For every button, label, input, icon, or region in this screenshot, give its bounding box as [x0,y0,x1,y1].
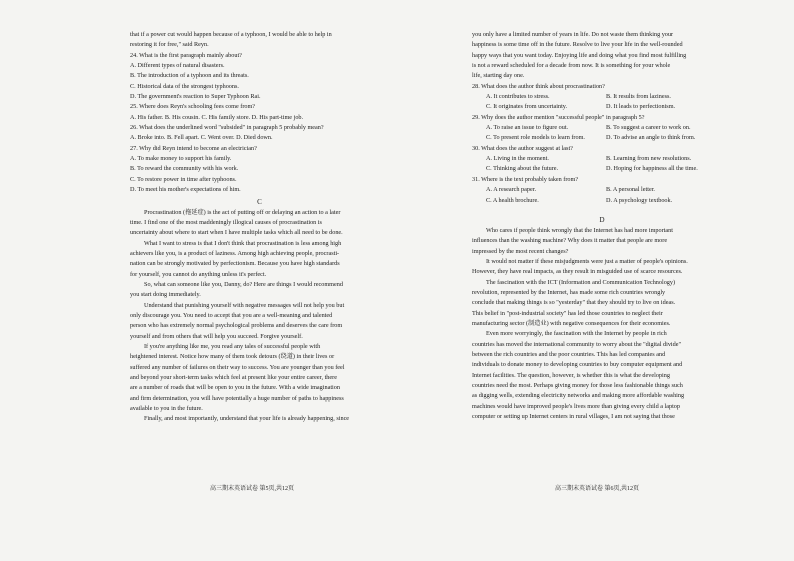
passage-line: Procrastination (拖延症) is the act of putting off or delaying an action to a later [144,208,341,216]
section-heading-c: C [257,197,262,206]
question-30: 30. What does the author suggest at last? [472,144,573,152]
option-line: A. To make money to support his family. [130,155,232,163]
passage-line: computer or setting up Internet centers in rural villages, I am not saying that those [472,413,675,421]
option-line: B. The introduction of a typhoon and its threats. [130,72,249,80]
option-line: A. Different types of natural disasters. [130,62,225,70]
option-d: D. It leads to perfectionism. [606,103,676,111]
passage-line: heightened interest. Notice how many of them took detours (绕道) in their lives or [130,353,335,361]
text-line: restoring it for free," said Reyn. [130,41,209,49]
question-26: 26. What does the underlined word "subsided" in paragraph 5 probably mean? [130,124,324,132]
passage-line: and firm determination, you will have potentially a huge number of paths to happiness [130,394,344,402]
page-footer-left: 高三期末英语试卷 第5页,共12页 [210,486,295,492]
text-line: is not a reward scheduled for a decade from now. It is something for your whole [472,62,671,70]
passage-line: What I want to stress is that I don't think that procrastination is less among high [144,239,342,247]
passage-line: between the rich countries and the poor countries. This has led companies and [472,350,666,358]
option-a: A. To raise an issue to figure out. [486,124,569,132]
passage-line: It would not matter if these misjudgments were just a matter of people's opinions. [486,257,688,265]
option-d: D. Hoping for happiness all the time. [606,165,698,173]
option-row [472,185,732,195]
question-28: 28. What does the author think about procrastination? [472,82,605,90]
option-a: A. A research paper. [486,186,536,194]
right-page [397,0,794,561]
passage-line: yourself and from others that will help you succeed. Forgive yourself. [130,332,303,340]
option-a: A. Living in the moment. [486,155,549,163]
option-line: D. To meet his mother's expectations of him. [130,186,241,194]
passage-line: nation can be strongly motivated by perfectionism. Because you have high standards [130,260,340,268]
option-row [472,133,732,143]
option-c: C. A health brochure. [486,196,539,204]
passage-line: Even more worryingly, the fascination with the Internet by people in rich [486,330,667,338]
option-line: B. To reward the community with his work. [130,165,239,173]
page-footer-right: 高三期末英语试卷 第6页,共12页 [555,486,640,492]
passage-line: available to you in the future. [130,405,203,413]
passage-line: The fascination with the ICT (Information and Communication Technology) [486,278,676,286]
passage-line: achievers like you, is a product of laziness. Among high achieving people, procrasti- [130,249,340,257]
option-b: B. To suggest a career to work on. [606,124,691,132]
text-line: you only have a limited number of years in life. Do not waste them thinking your [472,31,674,38]
option-line: C. Historical data of the strongest typhoons. [130,82,239,90]
section-heading-d: D [599,215,605,224]
option-a: A. It contributes to stress. [486,93,550,101]
option-d: D. A psychology textbook. [606,196,673,204]
option-c: C. Thinking about the future. [486,165,559,173]
option-row [472,92,732,102]
passage-line: uncertainty about where to start when I have multiple tasks which all need to be done. [130,229,343,237]
passage-line: countries has moved the international community to worry about the "digital divide" [472,340,682,348]
passage-line: influences than the washing machine? Why does it matter that people are more [472,237,668,245]
option-line: A. Broke into. B. Fell apart. C. Went over. D. Died down. [130,134,273,142]
option-line: C. To restore power in time after typhoons. [130,175,237,183]
option-b: B. A personal letter. [606,186,655,194]
question-25: 25. Where does Reyn's schooling fees come from? [130,103,256,111]
passage-line: you start doing immediately. [130,291,201,299]
option-line: D. The government's reaction to Super Typhoon Rai. [130,93,261,101]
text-line: happiness is some time off in the future. Resolve to live your life in the well-rounded [472,41,683,49]
passage-line: If you're anything like me, you read any tales of successful people with [144,342,321,350]
passage-line: revolution, represented by the Internet, has made some rich countries wrongly [472,288,666,296]
option-b: B. It results from laziness. [606,93,671,101]
passage-line: are a number of roads that will be open to you in the future. With a wide imagination [130,384,340,392]
passage-line: Internet facilities. The question, however, is whether this is what the developing [472,371,670,379]
option-c: C. It originates from uncertainty. [486,103,568,111]
passage-line: So, what can someone like you, Danny, do? Here are things I would recommend [144,280,343,288]
passage-line: machines would have improved people's lives more than giving every child a laptop [472,402,680,410]
passage-line: only discourage you. You need to accept that you are a well-meaning and talented [130,311,333,319]
question-27: 27. Why did Reyn intend to become an electrician? [130,144,257,152]
passage-line: conclude that making things is so "yesterday" that they should try to live on ideas. [472,299,676,307]
option-line: A. His father. B. His cousin. C. His family store. D. His part-time job. [130,113,304,121]
text-line: happy ways that you want today. Enjoying life and doing what you find most fulfilling [472,51,687,59]
passage-line: countries need the most. Perhaps giving money for those less fashionable things such [472,382,683,389]
option-d: D. To advise an angle to think from. [606,134,696,142]
passage-line: manufacturing sector (制造业) with negative consequences for their economies. [472,319,671,327]
passage-line: person who has extremely normal psychological problems and deserves the care from [130,322,343,330]
passage-line: impressed by the most recent changes? [472,247,569,255]
passage-line: for yourself, you cannot do anything unless it's perfect. [130,270,267,278]
passage-line: and beyond your short-term tasks which feel at present like your entire career, there [130,374,337,381]
passage-line: However, they have real impacts, as they result in misguided use of scarce resources. [472,268,683,276]
option-row [472,102,732,112]
passage-line: Finally, and most importantly, understand that your life is already happening, since [144,415,350,423]
question-29: 29. Why does the author mention "successful people" in paragraph 5? [472,113,645,121]
text-line: that if a power cut would happen because of a typhoon, I would be able to help in [130,31,332,38]
option-row [472,123,732,133]
option-row [472,154,732,164]
passage-line: Understand that punishing yourself with negative messages will not help you but [144,301,345,309]
passage-line: individuals to donate money to developing countries to buy computer equipment and [472,361,683,369]
option-c: C. To present role models to learn from. [486,134,585,142]
passage-line: time. I find one of the most maddeningly illogical causes of procrastination is [130,218,322,226]
passage-line: suffered any number of failures on their way to success. You are younger than you feel [130,363,345,371]
option-b: B. Learning from new resolutions. [606,155,692,163]
option-row [472,164,732,174]
question-31: 31. Where is the text probably taken from? [472,175,579,183]
text-line: life, starting day one. [472,72,525,80]
passage-line: as digging wells, extending electricity networks and making more affordable washing [472,392,685,400]
passage-line: Who cares if people think wrongly that the Internet has had more important [486,226,673,234]
option-row [472,196,732,206]
question-24: 24. What is the first paragraph mainly about? [130,51,242,59]
passage-line: This belief in "post-industrial society" has led those countries to neglect their [472,309,663,317]
